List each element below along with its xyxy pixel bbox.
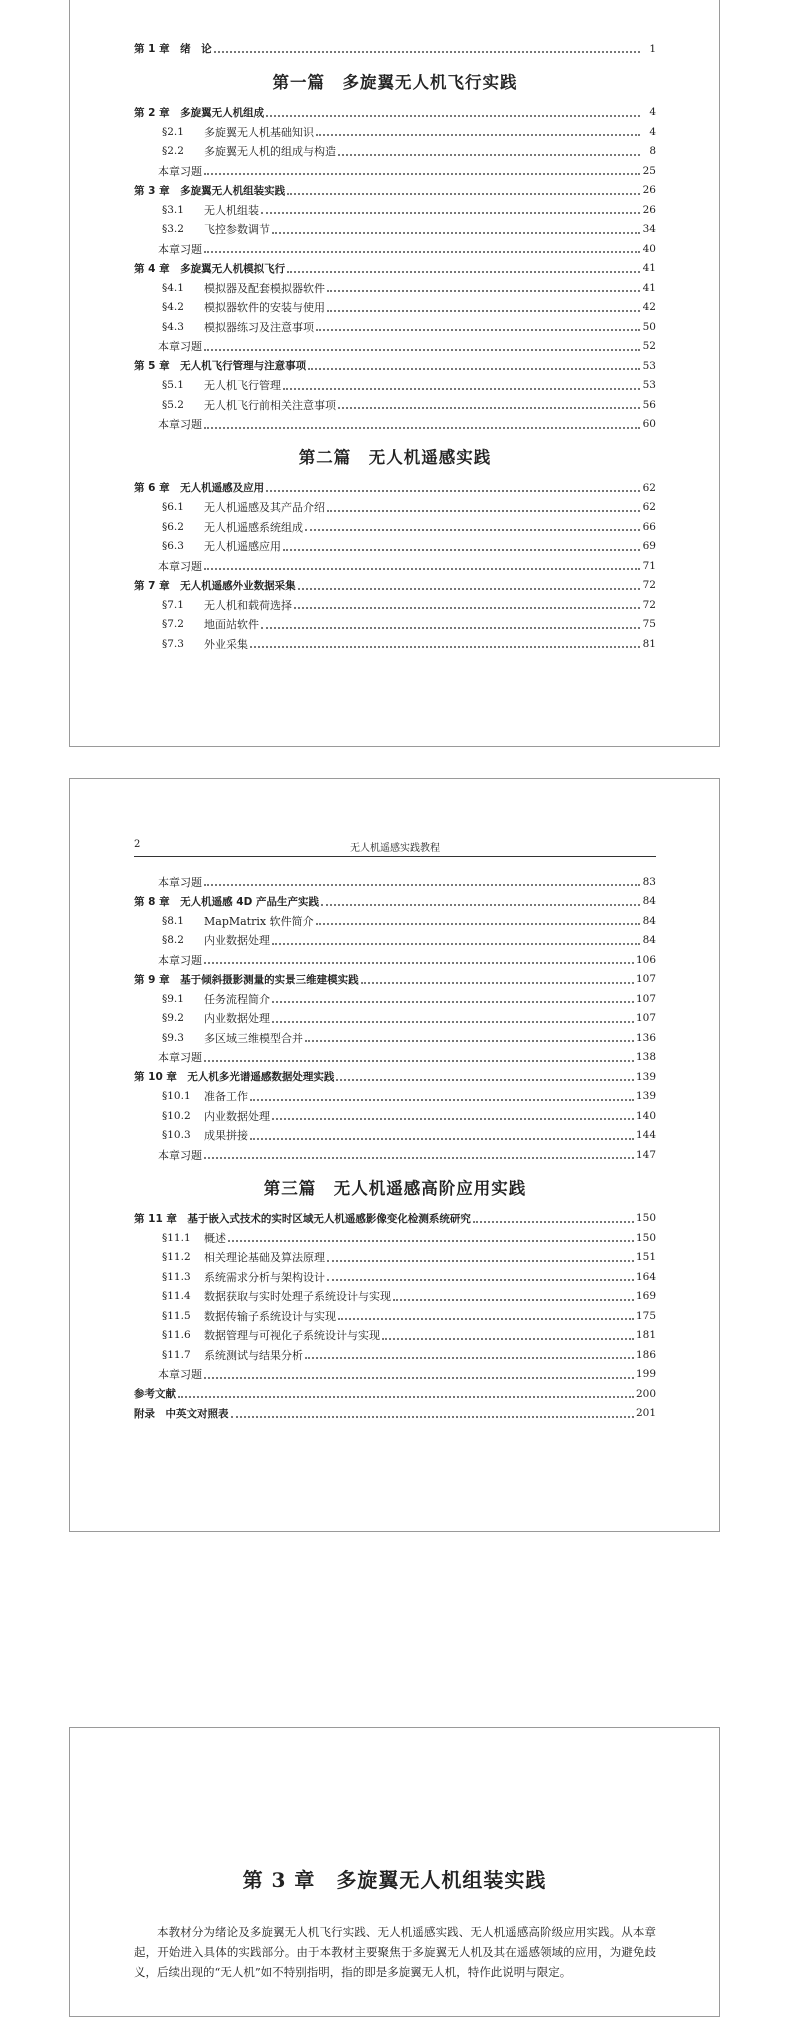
entry-title: 本章习题	[158, 1051, 202, 1065]
toc-entry-section	[134, 615, 656, 635]
entry-title: 本章习题	[158, 242, 202, 256]
dot-leader	[338, 406, 640, 409]
page-number: 1	[649, 42, 656, 55]
toc-entry-section	[134, 1345, 656, 1365]
toc-entry-section	[134, 498, 656, 518]
entry-title: 第 9 章 基于倾斜摄影测量的实景三维建模实践	[134, 973, 359, 986]
running-header	[134, 839, 656, 857]
toc-entry-section	[134, 1028, 656, 1048]
dot-leader	[338, 1317, 634, 1320]
toc-entry-exercise	[134, 1145, 656, 1165]
dot-leader	[178, 1395, 634, 1398]
entry-title: 成果拼接	[204, 1129, 248, 1143]
entry-title: 数据获取与实时处理子系统设计与实现	[204, 1290, 391, 1304]
toc-entry-part	[134, 59, 656, 103]
toc-entry-section	[134, 1267, 656, 1287]
dot-leader	[204, 1376, 634, 1379]
section-number: §8.1	[162, 914, 184, 927]
toc-entry-chapter	[134, 1384, 656, 1404]
section-number: §4.1	[162, 281, 184, 294]
dot-leader	[294, 606, 640, 609]
page-number: 186	[635, 1348, 656, 1361]
page-number: 200	[635, 1387, 656, 1400]
dot-leader	[327, 1259, 634, 1262]
entry-title: 第 7 章 无人机遥感外业数据采集	[134, 579, 296, 592]
toc-page-1	[69, 0, 720, 747]
part-heading: 第二篇 无人机遥感实践	[298, 448, 492, 467]
entry-title: 本章习题	[158, 1368, 202, 1382]
page-number: 199	[635, 1368, 656, 1381]
chapter-page	[69, 1727, 720, 2017]
page-number: 60	[642, 418, 656, 431]
dot-leader	[298, 587, 640, 590]
dot-leader	[316, 328, 640, 331]
page-number: 26	[642, 203, 656, 216]
section-number: §6.3	[162, 540, 184, 553]
page-number: 139	[635, 1070, 656, 1083]
page-number: 136	[635, 1031, 656, 1044]
page-number: 41	[642, 262, 656, 275]
section-number: §9.1	[162, 992, 184, 1005]
chapter-intro-paragraph: 本教材分为绪论及多旋翼无人机飞行实践、无人机遥感实践、无人机遥感高阶级应用实践。从本章起，开始进入具体的实践部分。由于本教材主要聚焦于多旋翼无人机及其在遥感领域的应用，为避免歧义，后续出现的“无人机”如不特别指明，指的即是多旋翼无人机，特作此说明与限定。	[134, 1925, 656, 1979]
dot-leader	[473, 1220, 634, 1223]
toc-entry-section	[134, 376, 656, 396]
entry-title: 系统测试与结果分析	[204, 1348, 303, 1362]
dot-leader	[204, 426, 640, 429]
page-number: 147	[635, 1148, 656, 1161]
section-number: §11.1	[162, 1231, 191, 1244]
dot-leader	[204, 961, 634, 964]
section-number: §4.2	[162, 301, 184, 314]
section-number: §5.1	[162, 379, 184, 392]
page-number: 69	[642, 540, 656, 553]
section-number: §7.3	[162, 637, 184, 650]
page-number: 62	[642, 501, 656, 514]
toc-entry-chapter	[134, 356, 656, 376]
toc-entry-chapter	[134, 576, 656, 596]
toc-entry-section	[134, 989, 656, 1009]
toc-entry-section	[134, 278, 656, 298]
toc-entry-chapter	[134, 970, 656, 990]
entry-title: 外业采集	[204, 637, 248, 651]
dot-leader	[393, 1298, 634, 1301]
section-number: §11.7	[162, 1348, 191, 1361]
page-number: 4	[649, 106, 656, 119]
dot-leader	[327, 309, 640, 312]
toc-entry-section	[134, 1248, 656, 1268]
entry-title: 多区域三维模型合并	[204, 1031, 303, 1045]
dot-leader	[272, 942, 640, 945]
dot-leader	[338, 153, 640, 156]
page-number: 84	[642, 914, 656, 927]
dot-leader	[214, 50, 640, 53]
entry-title: 无人机飞行前相关注意事项	[204, 398, 336, 412]
entry-title: 第 6 章 无人机遥感及应用	[134, 482, 265, 495]
toc-entry-part	[134, 1165, 656, 1209]
toc-entry-exercise	[134, 556, 656, 576]
page-number: 140	[635, 1109, 656, 1122]
dot-leader	[228, 1239, 634, 1242]
toc-entry-exercise	[134, 415, 656, 435]
dot-leader	[308, 367, 640, 370]
page-number: 169	[635, 1290, 656, 1303]
dot-leader	[287, 270, 640, 273]
toc-entry-exercise	[134, 950, 656, 970]
entry-title: MapMatrix 软件简介	[204, 914, 314, 928]
page-number: 201	[635, 1407, 656, 1420]
toc-entry-chapter	[134, 181, 656, 201]
entry-title: 数据管理与可视化子系统设计与实现	[204, 1329, 380, 1343]
entry-title: 无人机飞行管理	[204, 379, 281, 393]
toc-list-page-2	[134, 872, 656, 1423]
entry-title: 无人机组装	[204, 203, 259, 217]
entry-title: 参考文献	[134, 1388, 176, 1401]
dot-leader	[327, 289, 640, 292]
page-number: 107	[635, 1012, 656, 1025]
header-book-title: 无人机遥感实践教程	[350, 843, 440, 854]
toc-entry-section	[134, 298, 656, 318]
toc-entry-chapter	[134, 1404, 656, 1424]
page-number: 175	[635, 1309, 656, 1322]
section-number: §5.2	[162, 398, 184, 411]
dot-leader	[382, 1337, 634, 1340]
toc-entry-exercise	[134, 1365, 656, 1385]
page-number: 72	[642, 579, 656, 592]
dot-leader	[305, 528, 640, 531]
page-number: 84	[642, 895, 656, 908]
page-number: 107	[635, 973, 656, 986]
page-number: 181	[635, 1329, 656, 1342]
page-number: 4	[649, 125, 656, 138]
entry-title: 第 3 章 多旋翼无人机组装实践	[134, 184, 286, 197]
page-number: 25	[642, 164, 656, 177]
page-number: 66	[642, 520, 656, 533]
dot-leader	[272, 231, 640, 234]
dot-leader	[272, 1020, 634, 1023]
part-heading: 第三篇 无人机遥感高阶应用实践	[263, 1178, 527, 1198]
section-number: §10.1	[162, 1090, 191, 1103]
entry-title: 飞控参数调节	[204, 223, 270, 237]
entry-title: 多旋翼无人机的组成与构造	[204, 145, 336, 159]
entry-title: 本章习题	[158, 875, 202, 889]
entry-title: 准备工作	[204, 1090, 248, 1104]
section-number: §3.1	[162, 203, 184, 216]
entry-title: 第 8 章 无人机遥感 4D 产品生产实践	[134, 895, 319, 908]
entry-title: 第 5 章 无人机飞行管理与注意事项	[134, 360, 307, 373]
dot-leader	[272, 1000, 634, 1003]
section-number: §6.2	[162, 520, 184, 533]
toc-entry-chapter	[134, 478, 656, 498]
entry-title: 系统需求分析与架构设计	[204, 1270, 325, 1284]
toc-entry-exercise	[134, 161, 656, 181]
entry-title: 第 11 章 基于嵌入式技术的实时区域无人机遥感影像变化检测系统研究	[134, 1212, 471, 1225]
entry-title: 概述	[204, 1231, 226, 1245]
page-number: 107	[635, 992, 656, 1005]
section-number: §2.2	[162, 145, 184, 158]
toc-list-page-1	[134, 39, 656, 654]
entry-title: 内业数据处理	[204, 1109, 270, 1123]
dot-leader	[204, 1059, 634, 1062]
toc-entry-chapter	[134, 259, 656, 279]
section-number: §11.4	[162, 1290, 191, 1303]
toc-entry-section	[134, 1009, 656, 1029]
entry-title: 无人机和载荷选择	[204, 598, 292, 612]
toc-entry-section	[134, 595, 656, 615]
page-number: 138	[635, 1051, 656, 1064]
page-number: 139	[635, 1090, 656, 1103]
entry-title: 模拟器练习及注意事项	[204, 320, 314, 334]
page-number: 53	[642, 359, 656, 372]
entry-title: 相关理论基础及算法原理	[204, 1251, 325, 1265]
page-number: 52	[642, 340, 656, 353]
toc-entry-section	[134, 200, 656, 220]
entry-title: 第 2 章 多旋翼无人机组成	[134, 106, 265, 119]
toc-entry-exercise	[134, 239, 656, 259]
entry-title: 多旋翼无人机基础知识	[204, 125, 314, 139]
toc-entry-exercise	[134, 337, 656, 357]
entry-title: 第 1 章 绪 论	[134, 43, 212, 56]
toc-entry-section	[134, 1306, 656, 1326]
section-number: §11.5	[162, 1309, 191, 1322]
entry-title: 第 10 章 无人机多光谱遥感数据处理实践	[134, 1071, 335, 1084]
page-number: 151	[635, 1251, 656, 1264]
section-number: §11.6	[162, 1329, 191, 1342]
entry-title: 本章习题	[158, 164, 202, 178]
page-number: 71	[642, 559, 656, 572]
entry-title: 本章习题	[158, 1148, 202, 1162]
page-number: 40	[642, 242, 656, 255]
page-number: 26	[642, 184, 656, 197]
toc-page-2	[69, 778, 720, 1532]
page-number: 62	[642, 481, 656, 494]
dot-leader	[231, 1415, 634, 1418]
toc-entry-chapter	[134, 39, 656, 59]
entry-title: 无人机遥感系统组成	[204, 520, 303, 534]
section-number: §11.2	[162, 1251, 191, 1264]
page-number: 144	[635, 1129, 656, 1142]
part-heading: 第一篇 多旋翼无人机飞行实践	[272, 72, 518, 92]
section-number: §4.3	[162, 320, 184, 333]
toc-entry-section	[134, 634, 656, 654]
toc-entry-chapter	[134, 892, 656, 912]
dot-leader	[204, 883, 640, 886]
toc-entry-section	[134, 317, 656, 337]
dot-leader	[361, 981, 634, 984]
toc-entry-exercise	[134, 872, 656, 892]
entry-title: 模拟器及配套模拟器软件	[204, 281, 325, 295]
dot-leader	[204, 250, 640, 253]
dot-leader	[287, 192, 640, 195]
section-number: §3.2	[162, 223, 184, 236]
entry-title: 地面站软件	[204, 618, 259, 632]
dot-leader	[204, 348, 640, 351]
section-number: §10.3	[162, 1129, 191, 1142]
dot-leader	[283, 387, 640, 390]
entry-title: 本章习题	[158, 418, 202, 432]
section-number: §10.2	[162, 1109, 191, 1122]
dot-leader	[316, 133, 640, 136]
entry-title: 数据传输子系统设计与实现	[204, 1309, 336, 1323]
toc-entry-chapter	[134, 1209, 656, 1229]
toc-entry-section	[134, 1287, 656, 1307]
entry-title: 附录 中英文对照表	[134, 1407, 229, 1420]
page-number: 75	[642, 618, 656, 631]
entry-title: 第 4 章 多旋翼无人机模拟飞行	[134, 262, 286, 275]
page-number: 83	[642, 875, 656, 888]
chapter-title: 第 3 章 多旋翼无人机组装实践	[242, 1868, 547, 1892]
toc-entry-exercise	[134, 1048, 656, 1068]
dot-leader	[316, 922, 640, 925]
page-number: 106	[635, 953, 656, 966]
toc-entry-section	[134, 1326, 656, 1346]
dot-leader	[204, 1156, 634, 1159]
entry-title: 本章习题	[158, 340, 202, 354]
dot-leader	[250, 1098, 634, 1101]
dot-leader	[266, 114, 640, 117]
page-number: 72	[642, 598, 656, 611]
toc-entry-section	[134, 911, 656, 931]
toc-entry-chapter	[134, 1067, 656, 1087]
page-number: 8	[649, 145, 656, 158]
section-number: §8.2	[162, 934, 184, 947]
toc-entry-section	[134, 122, 656, 142]
toc-entry-section	[134, 1106, 656, 1126]
toc-entry-section	[134, 220, 656, 240]
page-number: 164	[635, 1270, 656, 1283]
toc-entry-section	[134, 142, 656, 162]
page-number: 81	[642, 637, 656, 650]
dot-leader	[272, 1117, 634, 1120]
dot-leader	[305, 1039, 634, 1042]
entry-title: 任务流程简介	[204, 992, 270, 1006]
toc-entry-section	[134, 1126, 656, 1146]
toc-entry-section	[134, 395, 656, 415]
dot-leader	[321, 903, 640, 906]
toc-entry-chapter	[134, 103, 656, 123]
entry-title: 模拟器软件的安装与使用	[204, 301, 325, 315]
dot-leader	[261, 626, 640, 629]
toc-entry-section	[134, 517, 656, 537]
dot-leader	[250, 1137, 634, 1140]
dot-leader	[250, 645, 640, 648]
page-number: 41	[642, 281, 656, 294]
dot-leader	[327, 1278, 634, 1281]
page-number: 50	[642, 320, 656, 333]
header-page-number: 2	[134, 839, 141, 850]
page-number: 150	[635, 1231, 656, 1244]
page-number: 42	[642, 301, 656, 314]
dot-leader	[283, 548, 640, 551]
section-number: §6.1	[162, 501, 184, 514]
entry-title: 无人机遥感及其产品介绍	[204, 501, 325, 515]
toc-entry-part	[134, 434, 656, 478]
entry-title: 无人机遥感应用	[204, 540, 281, 554]
page-number: 150	[635, 1212, 656, 1225]
dot-leader	[261, 211, 640, 214]
section-number: §2.1	[162, 125, 184, 138]
toc-entry-section	[134, 537, 656, 557]
entry-title: 本章习题	[158, 953, 202, 967]
section-number: §11.3	[162, 1270, 191, 1283]
page-number: 84	[642, 934, 656, 947]
dot-leader	[336, 1078, 634, 1081]
page-number: 34	[642, 223, 656, 236]
toc-entry-section	[134, 1228, 656, 1248]
dot-leader	[305, 1356, 634, 1359]
dot-leader	[266, 489, 640, 492]
entry-title: 本章习题	[158, 559, 202, 573]
page-number: 56	[642, 398, 656, 411]
section-number: §7.1	[162, 598, 184, 611]
dot-leader	[204, 172, 640, 175]
section-number: §9.2	[162, 1012, 184, 1025]
dot-leader	[204, 567, 640, 570]
section-number: §7.2	[162, 618, 184, 631]
toc-entry-section	[134, 1087, 656, 1107]
dot-leader	[327, 509, 640, 512]
entry-title: 内业数据处理	[204, 934, 270, 948]
page-number: 53	[642, 379, 656, 392]
section-number: §9.3	[162, 1031, 184, 1044]
toc-entry-section	[134, 931, 656, 951]
entry-title: 内业数据处理	[204, 1012, 270, 1026]
